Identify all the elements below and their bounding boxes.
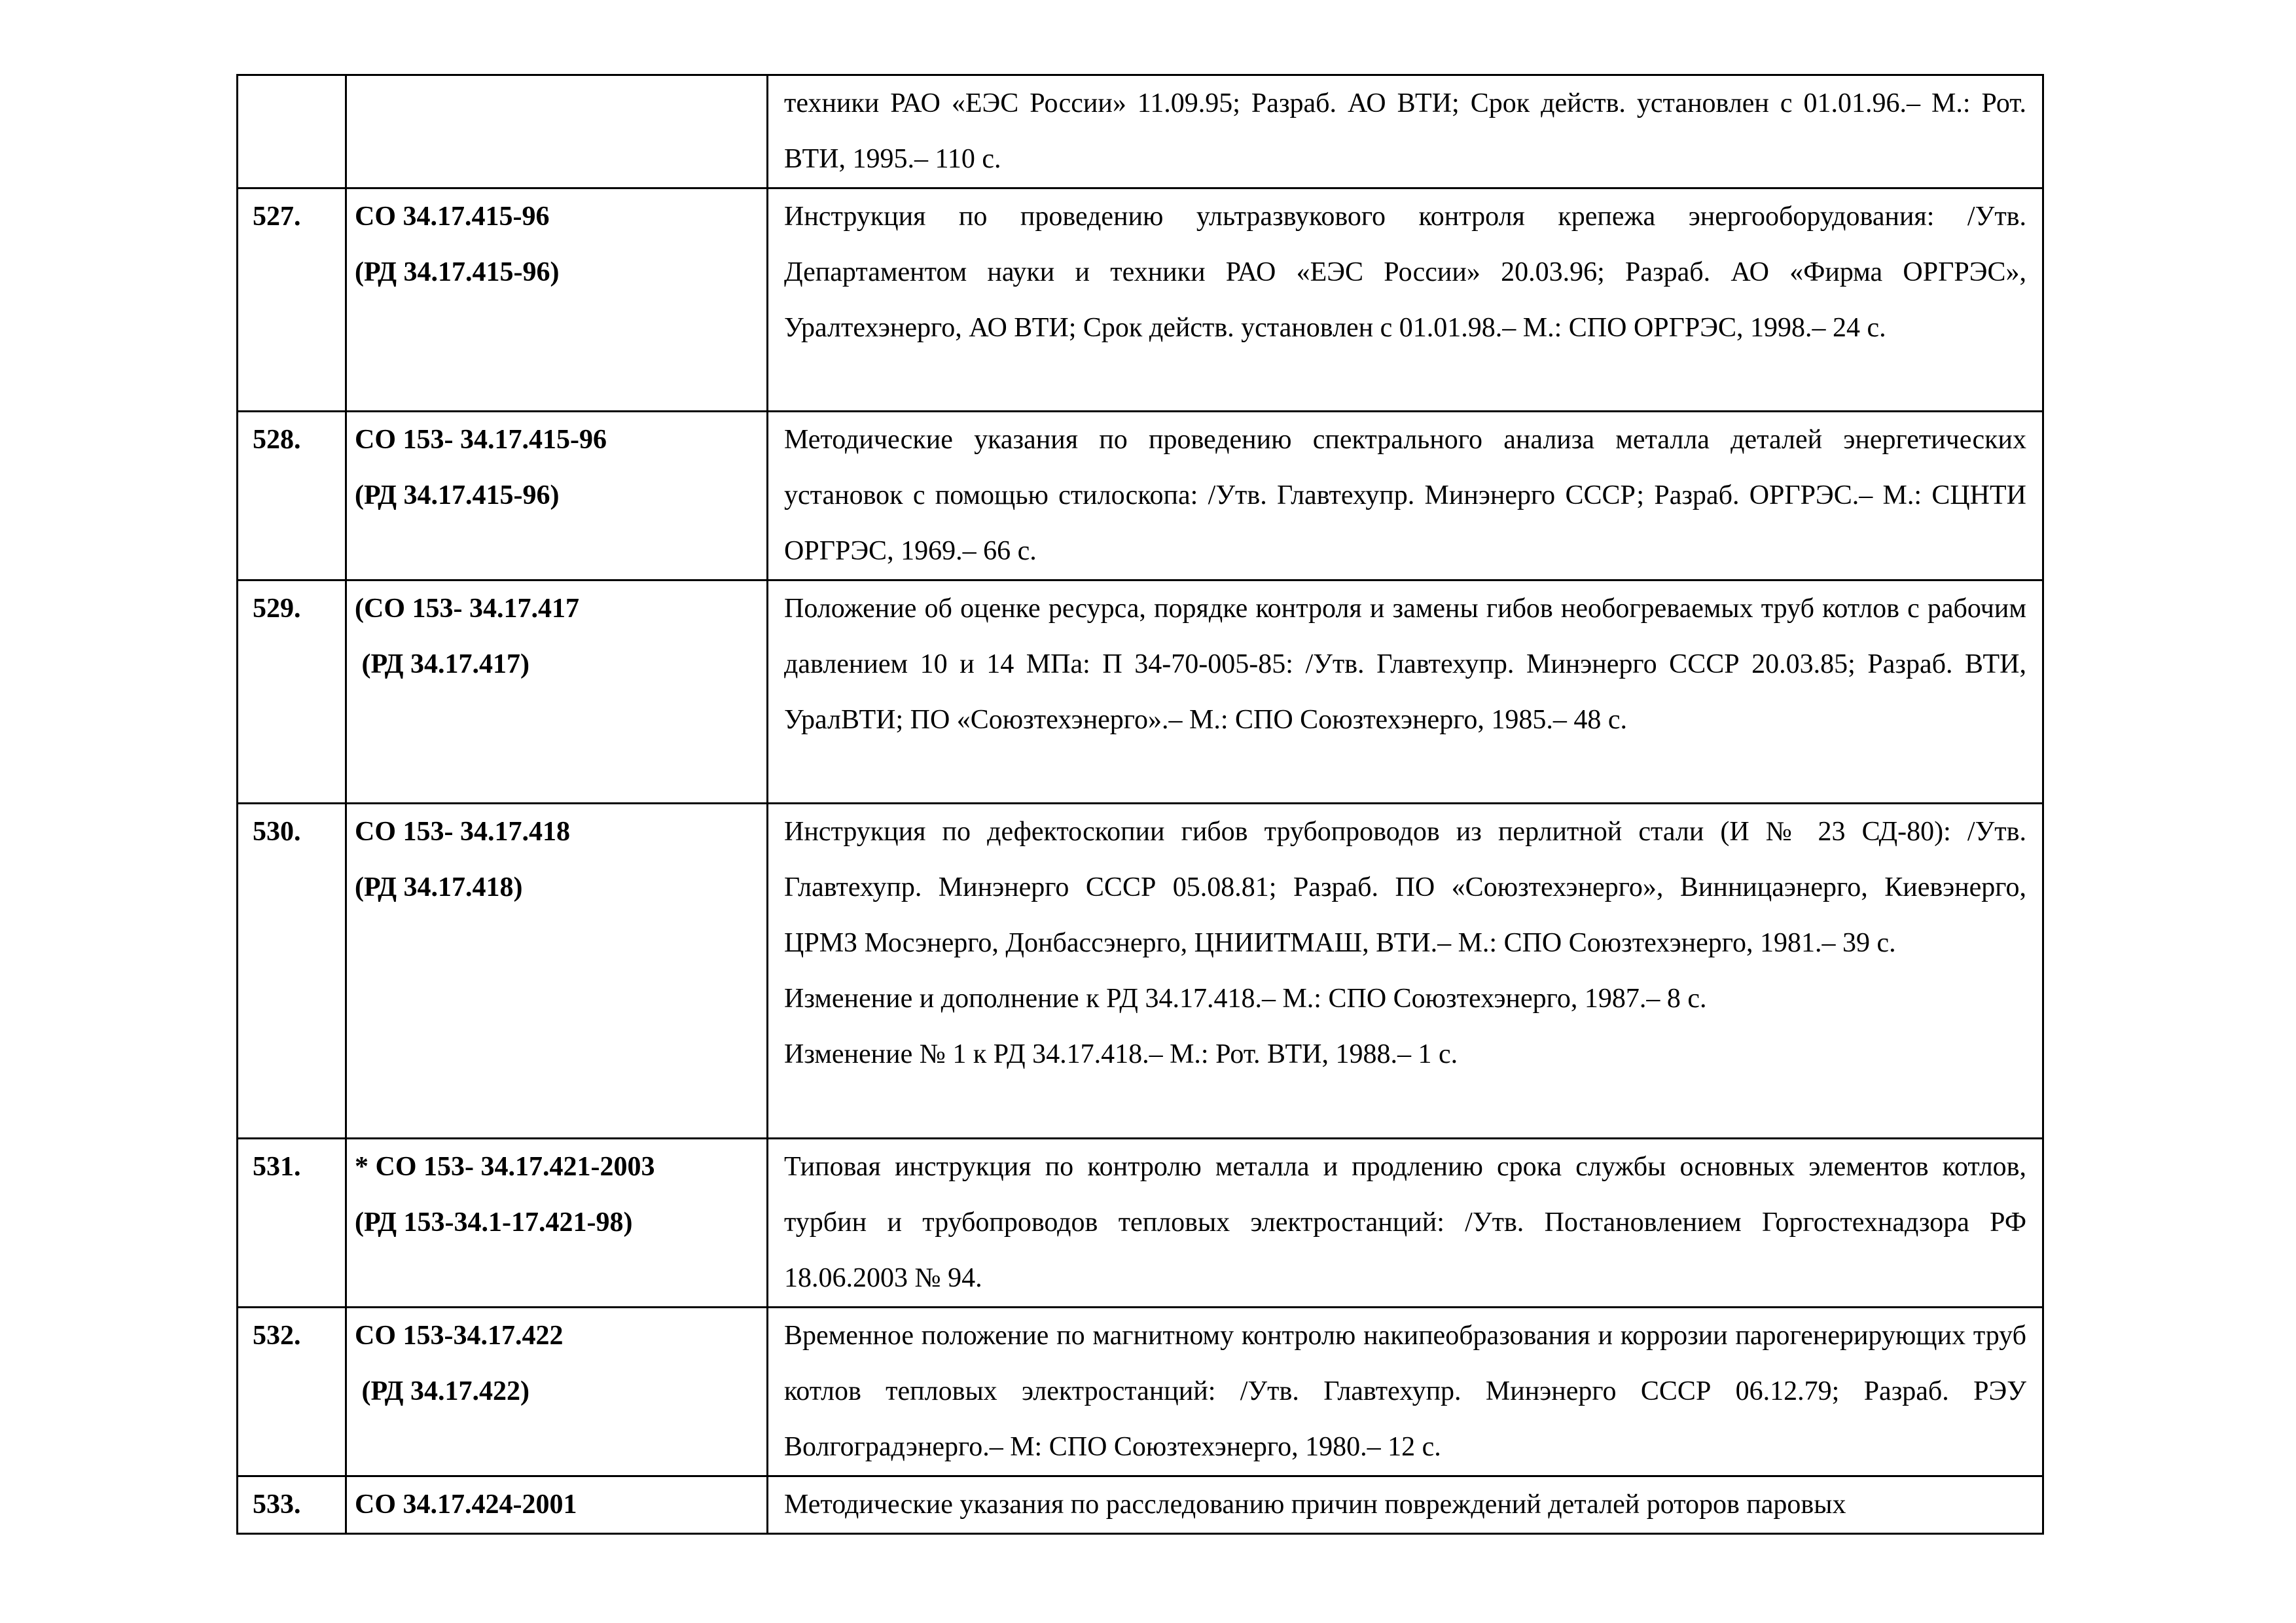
row-number bbox=[238, 75, 346, 188]
document-table bbox=[236, 74, 2044, 1535]
document-code bbox=[346, 1476, 768, 1534]
document-code bbox=[346, 1139, 768, 1308]
row-number: 531. bbox=[238, 1139, 346, 1308]
code-legacy: (РД 34.17.417) bbox=[355, 649, 530, 679]
document-code bbox=[346, 75, 768, 188]
table-row bbox=[238, 804, 2043, 1139]
document-code bbox=[346, 804, 768, 1139]
code-legacy: (РД 34.17.415-96) bbox=[355, 480, 560, 510]
description-text: Положение об оценке ресурса, порядке контроля и замены гибов необогреваемых труб котлов с рабочим давлением 10 и 14 МПа: П 34-70-005-85: /Утв. Главтехупр. Минэнерго СССР 20.03.85; Разраб. ВТИ, УралВТИ; ПО «Союзтехэнерго».– М.: СПО Союзтехэнерго, 1985.– 48 с. bbox=[784, 594, 2026, 735]
code-primary: СО 34.17.415-96 bbox=[355, 202, 550, 232]
document-description bbox=[768, 1139, 2043, 1308]
code-legacy: (РД 153-34.1-17.421-98) bbox=[355, 1207, 633, 1238]
document-description bbox=[768, 412, 2043, 580]
row-number: 530. bbox=[238, 804, 346, 1139]
row-number: 529. bbox=[238, 580, 346, 804]
table-row bbox=[238, 75, 2043, 188]
description-text: Инструкция по дефектоскопии гибов трубопроводов из перлитной стали (И № 23 СД-80): /Утв. Главтехупр. Минэнерго СССР 05.08.81; Разраб. ПО «Союзтехэнерго», Винницаэнерго, Киевэнерго, ЦРМЗ Мосэнерго, Донбассэнерго, ЦНИИТМАШ, ВТИ.– М.: СПО Союзтехэнерго, 1981.– 39 с. bbox=[784, 817, 2026, 958]
table-row bbox=[238, 1139, 2043, 1308]
row-number: 528. bbox=[238, 412, 346, 580]
document-description bbox=[768, 1308, 2043, 1476]
document-description bbox=[768, 188, 2043, 412]
document-code bbox=[346, 412, 768, 580]
code-legacy: (РД 34.17.415-96) bbox=[355, 257, 560, 287]
table-row bbox=[238, 1476, 2043, 1534]
description-text: Временное положение по магнитному контролю накипеобразования и коррозии парогенерирующих труб котлов тепловых электростанций: /Утв. Главтехупр. Минэнерго СССР 06.12.79; Разраб. РЭУ Волгоградэнерго.– М: СПО Союзтехэнерго, 1980.– 12 с. bbox=[784, 1321, 2026, 1462]
row-number: 533. bbox=[238, 1476, 346, 1534]
description-text: Методические указания по расследованию причин повреждений деталей роторов паровых bbox=[784, 1489, 1846, 1520]
code-primary: СО 153-34.17.422 bbox=[355, 1321, 564, 1351]
document-description bbox=[768, 804, 2043, 1139]
code-primary: СО 153- 34.17.415-96 bbox=[355, 425, 607, 455]
row-number: 532. bbox=[238, 1308, 346, 1476]
amendment-text: Изменение и дополнение к РД 34.17.418.– М.: СПО Союзтехэнерго, 1987.– 8 с. bbox=[784, 984, 1707, 1014]
code-legacy: (РД 34.17.422) bbox=[355, 1376, 530, 1406]
document-code bbox=[346, 580, 768, 804]
table-row bbox=[238, 412, 2043, 580]
document-code bbox=[346, 188, 768, 412]
document-code bbox=[346, 1308, 768, 1476]
table-body bbox=[238, 75, 2043, 1534]
description-text: техники РАО «ЕЭС России» 11.09.95; Разраб. АО ВТИ; Срок действ. установлен с 01.01.96.– М.: Рот. ВТИ, 1995.– 110 с. bbox=[784, 88, 2026, 174]
code-legacy: (РД 34.17.418) bbox=[355, 872, 523, 902]
table-row bbox=[238, 188, 2043, 412]
code-primary: СО 153- 34.17.418 bbox=[355, 817, 570, 847]
description-text: Типовая инструкция по контролю металла и продлению срока службы основных элементов котлов, турбин и трубопроводов тепловых электростанций: /Утв. Постановлением Горгостехнадзора РФ 18.06.2003 № 94. bbox=[784, 1152, 2026, 1293]
code-primary: * СО 153- 34.17.421-2003 bbox=[355, 1152, 655, 1182]
code-primary: (СО 153- 34.17.417 bbox=[355, 594, 579, 624]
table-row bbox=[238, 1308, 2043, 1476]
row-number: 527. bbox=[238, 188, 346, 412]
description-text: Методические указания по проведению спектрального анализа металла деталей энергетических установок с помощью стилоскопа: /Утв. Главтехупр. Минэнерго СССР; Разраб. ОРГРЭС.– М.: СЦНТИ ОРГРЭС, 1969.– 66 с. bbox=[784, 425, 2026, 566]
code-primary: СО 34.17.424-2001 bbox=[355, 1489, 577, 1520]
document-description bbox=[768, 1476, 2043, 1534]
description-text: Инструкция по проведению ультразвукового контроля крепежа энергооборудования: /Утв. Департаментом науки и техники РАО «ЕЭС России» 20.03.96; Разраб. АО «Фирма ОРГРЭС», Уралтехэнерго, АО ВТИ; Срок действ. установлен с 01.01.98.– М.: СПО ОРГРЭС, 1998.– 24 с. bbox=[784, 202, 2026, 343]
table-row bbox=[238, 580, 2043, 804]
document-description bbox=[768, 580, 2043, 804]
amendment-text: Изменение № 1 к РД 34.17.418.– М.: Рот. ВТИ, 1988.– 1 с. bbox=[784, 1039, 1458, 1069]
document-description bbox=[768, 75, 2043, 188]
